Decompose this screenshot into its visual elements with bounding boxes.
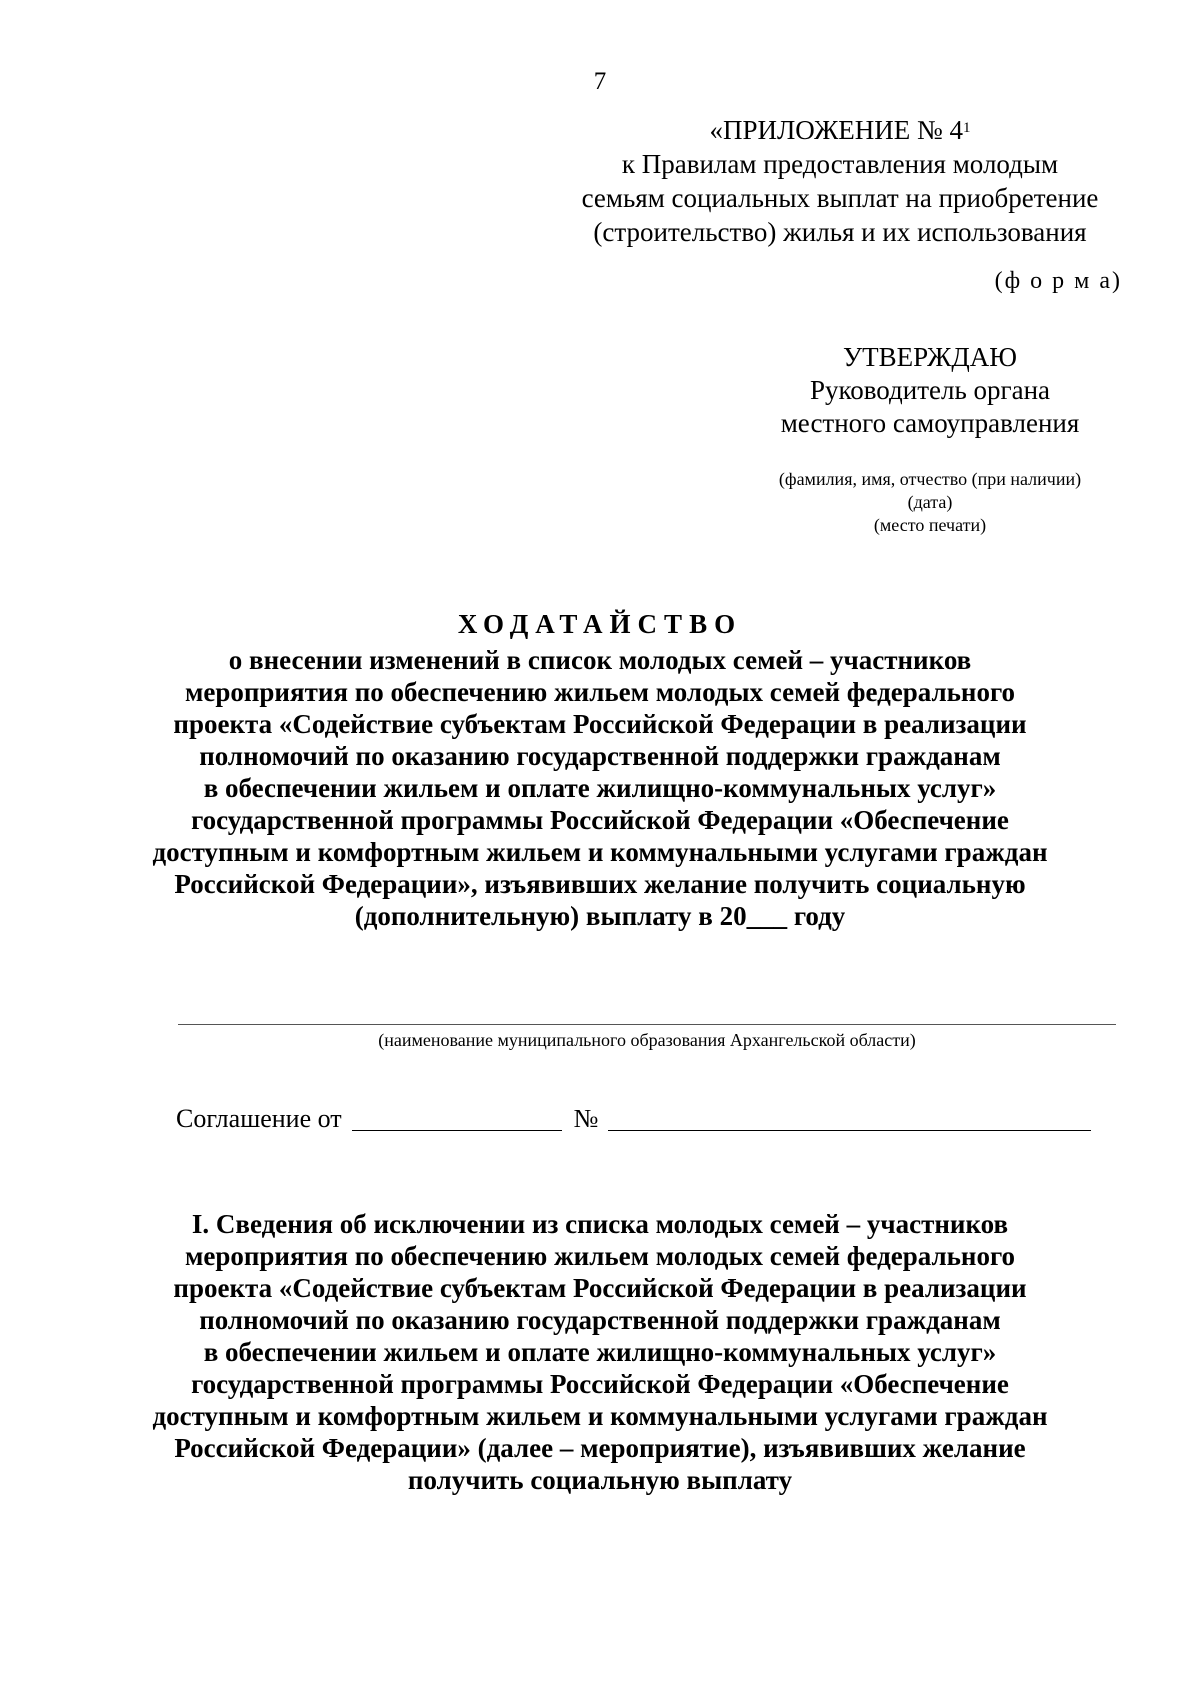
section1-heading-line: государственной программы Российской Федерации «Обеспечение (191, 1369, 1009, 1399)
section1-heading-line: Российской Федерации» (далее – мероприятие), изъявивших желание (174, 1433, 1026, 1463)
approval-note-name: (фамилия, имя, отчество (при наличии) (778, 469, 1082, 489)
agreement-number-field[interactable] (608, 1104, 1091, 1131)
petition-subtitle-line: мероприятия по обеспечению жильем молодых семей федерального (184, 677, 1016, 707)
petition-subtitle-line: (дополнительную) выплату в 20___ году (354, 901, 846, 931)
appendix-title: «ПРИЛОЖЕНИЕ № $4^1$ (709, 115, 971, 145)
municipality-caption: (наименование муниципального образования Архангельской области) (378, 1030, 916, 1050)
petition-subtitle-line: в обеспечении жильем и оплате жилищно-коммунальных услуг» (203, 773, 997, 803)
appendix-line: к Правилам предоставления молодым (621, 149, 1059, 179)
section1-heading-line: I. Сведения об исключении из списка молодых семей – участников (191, 1209, 1009, 1239)
section1-heading-line: получить социальную выплату (407, 1465, 793, 1495)
agreement-date-field[interactable] (352, 1104, 562, 1131)
petition-subtitle-line: доступным и комфортным жильем и коммунальными услугами граждан (152, 837, 1048, 867)
section1-heading-line: полномочий по оказанию государственной поддержки гражданам (199, 1305, 1001, 1335)
municipality-fill-line[interactable] (178, 1024, 1116, 1025)
petition-subtitle-line: Российской Федерации», изъявивших желание получить социальную (174, 869, 1026, 899)
section1-heading (150, 1208, 1050, 1496)
petition-subtitle (150, 644, 1050, 932)
appendix-line: (строительство) жилья и их использования (593, 217, 1087, 247)
approval-note-date: (дата) (907, 492, 953, 512)
agreement-row (176, 1098, 1120, 1134)
form-label: (ф о р м а) (994, 268, 1122, 294)
petition-title: ХОДАТАЙСТВО (457, 609, 743, 639)
appendix-title-superscript: 1 (963, 120, 971, 136)
section1-heading-line: мероприятия по обеспечению жильем молодых семей федерального (184, 1241, 1016, 1271)
appendix-line: семьям социальных выплат на приобретение (581, 183, 1099, 213)
section1-heading-line: доступным и комфортным жильем и коммунальными услугами граждан (152, 1401, 1048, 1431)
section1-heading-line: в обеспечении жильем и оплате жилищно-коммунальных услуг» (203, 1337, 997, 1367)
approval-notes (730, 468, 1130, 537)
petition-subtitle-line: о внесении изменений в список молодых семей – участников (228, 645, 972, 675)
agreement-label: Соглашение от (176, 1104, 342, 1133)
agreement-number-label: № (573, 1104, 599, 1133)
appendix-header (540, 113, 1140, 249)
petition-subtitle-line: полномочий по оказанию государственной поддержки гражданам (199, 741, 1001, 771)
petition-subtitle-line: государственной программы Российской Федерации «Обеспечение (191, 805, 1009, 835)
approval-title: УТВЕРЖДАЮ (842, 342, 1018, 372)
petition-subtitle-line: проекта «Содействие субъектам Российской Федерации в реализации (173, 709, 1027, 739)
section1-heading-line: проекта «Содействие субъектам Российской Федерации в реализации (173, 1273, 1027, 1303)
approval-note-stamp: (место печати) (873, 515, 987, 535)
approval-line: Руководитель органа (809, 375, 1051, 405)
approval-block (730, 341, 1130, 440)
approval-line: местного самоуправления (780, 408, 1080, 438)
page-number: 7 (593, 68, 607, 95)
